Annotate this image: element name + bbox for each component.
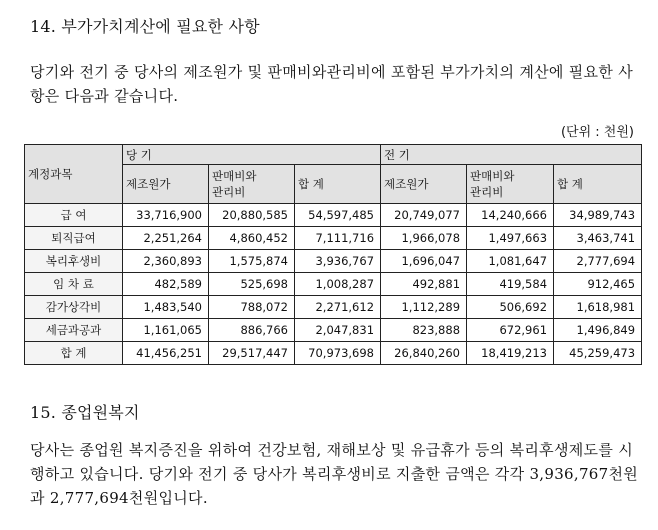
- value-cell: 34,989,743: [554, 204, 642, 227]
- account-cell: 복리후생비: [25, 250, 123, 273]
- value-added-table: [24, 144, 642, 365]
- value-cell: 419,584: [467, 273, 554, 296]
- value-cell: 672,961: [467, 319, 554, 342]
- value-cell: 2,251,264: [123, 227, 209, 250]
- value-cell: 788,072: [209, 296, 295, 319]
- value-cell: 1,161,065: [123, 319, 209, 342]
- value-cell: 18,419,213: [467, 342, 554, 365]
- value-cell: 525,698: [209, 273, 295, 296]
- section-15-paragraph: 당사는 종업원 복지증진을 위하여 건강보험, 재해보상 및 유급휴가 등의 복리후생제도를 시행하고 있습니다. 당기와 전기 중 당사가 복리후생비로 지출한 금액은 각각 3,936,767천원과 2,777,694천원입니다.: [30, 441, 639, 507]
- value-cell: 2,271,612: [295, 296, 381, 319]
- value-cell: 41,456,251: [123, 342, 209, 365]
- value-cell: 54,597,485: [295, 204, 381, 227]
- account-cell: 퇴직급여: [25, 227, 123, 250]
- value-cell: 1,496,849: [554, 319, 642, 342]
- value-cell: 3,463,741: [554, 227, 642, 250]
- col-manufacturing-cost: 제조원가: [123, 165, 209, 204]
- value-cell: 2,360,893: [123, 250, 209, 273]
- prior-period-header: 전 기: [381, 145, 642, 165]
- table-row: [25, 273, 642, 296]
- value-cell: 29,517,447: [209, 342, 295, 365]
- account-cell: 감가상각비: [25, 296, 123, 319]
- value-cell: 1,696,047: [381, 250, 467, 273]
- value-cell: 14,240,666: [467, 204, 554, 227]
- table-total-row: [25, 342, 642, 365]
- value-cell: 20,880,585: [209, 204, 295, 227]
- col-sga: [467, 165, 554, 204]
- value-cell: 2,777,694: [554, 250, 642, 273]
- value-cell: 2,047,831: [295, 319, 381, 342]
- col-sga-line2: 관리비: [212, 185, 246, 199]
- value-cell: 1,008,287: [295, 273, 381, 296]
- value-cell: 912,465: [554, 273, 642, 296]
- table-row: [25, 204, 642, 227]
- value-cell: 1,966,078: [381, 227, 467, 250]
- value-cell: 1,575,874: [209, 250, 295, 273]
- value-cell: 4,860,452: [209, 227, 295, 250]
- value-cell: 823,888: [381, 319, 467, 342]
- account-cell: 합 계: [25, 342, 123, 365]
- section-14-paragraph: 당기와 전기 중 당사의 제조원가 및 판매비와관리비에 포함된 부가가치의 계산에 필요한 사항은 다음과 같습니다.: [30, 63, 633, 105]
- value-cell: 492,881: [381, 273, 467, 296]
- table-row: [25, 227, 642, 250]
- value-cell: 26,840,260: [381, 342, 467, 365]
- value-cell: 33,716,900: [123, 204, 209, 227]
- value-cell: 1,112,289: [381, 296, 467, 319]
- value-cell: 1,618,981: [554, 296, 642, 319]
- account-header: 계정과목: [25, 145, 123, 204]
- table-row: [25, 296, 642, 319]
- col-manufacturing-cost: 제조원가: [381, 165, 467, 204]
- account-cell: 임 차 료: [25, 273, 123, 296]
- value-cell: 7,111,716: [295, 227, 381, 250]
- table-header-row: [25, 145, 642, 165]
- col-sga-line1: 판매비와: [470, 169, 515, 183]
- value-cell: 70,973,698: [295, 342, 381, 365]
- value-cell: 3,936,767: [295, 250, 381, 273]
- value-cell: 1,081,647: [467, 250, 554, 273]
- col-total: 합 계: [554, 165, 642, 204]
- unit-label: (단위 : 천원): [560, 125, 634, 140]
- table-row: [25, 250, 642, 273]
- value-cell: 482,589: [123, 273, 209, 296]
- section-15-title: 15. 종업원복지: [30, 403, 140, 422]
- col-sga: [209, 165, 295, 204]
- account-cell: 급 여: [25, 204, 123, 227]
- table-row: [25, 319, 642, 342]
- account-cell: 세금과공과: [25, 319, 123, 342]
- col-sga-line1: 판매비와: [212, 169, 257, 183]
- value-cell: 45,259,473: [554, 342, 642, 365]
- value-cell: 1,497,663: [467, 227, 554, 250]
- value-cell: 1,483,540: [123, 296, 209, 319]
- current-period-header: 당 기: [123, 145, 381, 165]
- col-sga-line2: 관리비: [470, 185, 504, 199]
- col-total: 합 계: [295, 165, 381, 204]
- section-14-title: 14. 부가가치계산에 필요한 사항: [30, 17, 260, 36]
- value-cell: 886,766: [209, 319, 295, 342]
- value-cell: 20,749,077: [381, 204, 467, 227]
- value-cell: 506,692: [467, 296, 554, 319]
